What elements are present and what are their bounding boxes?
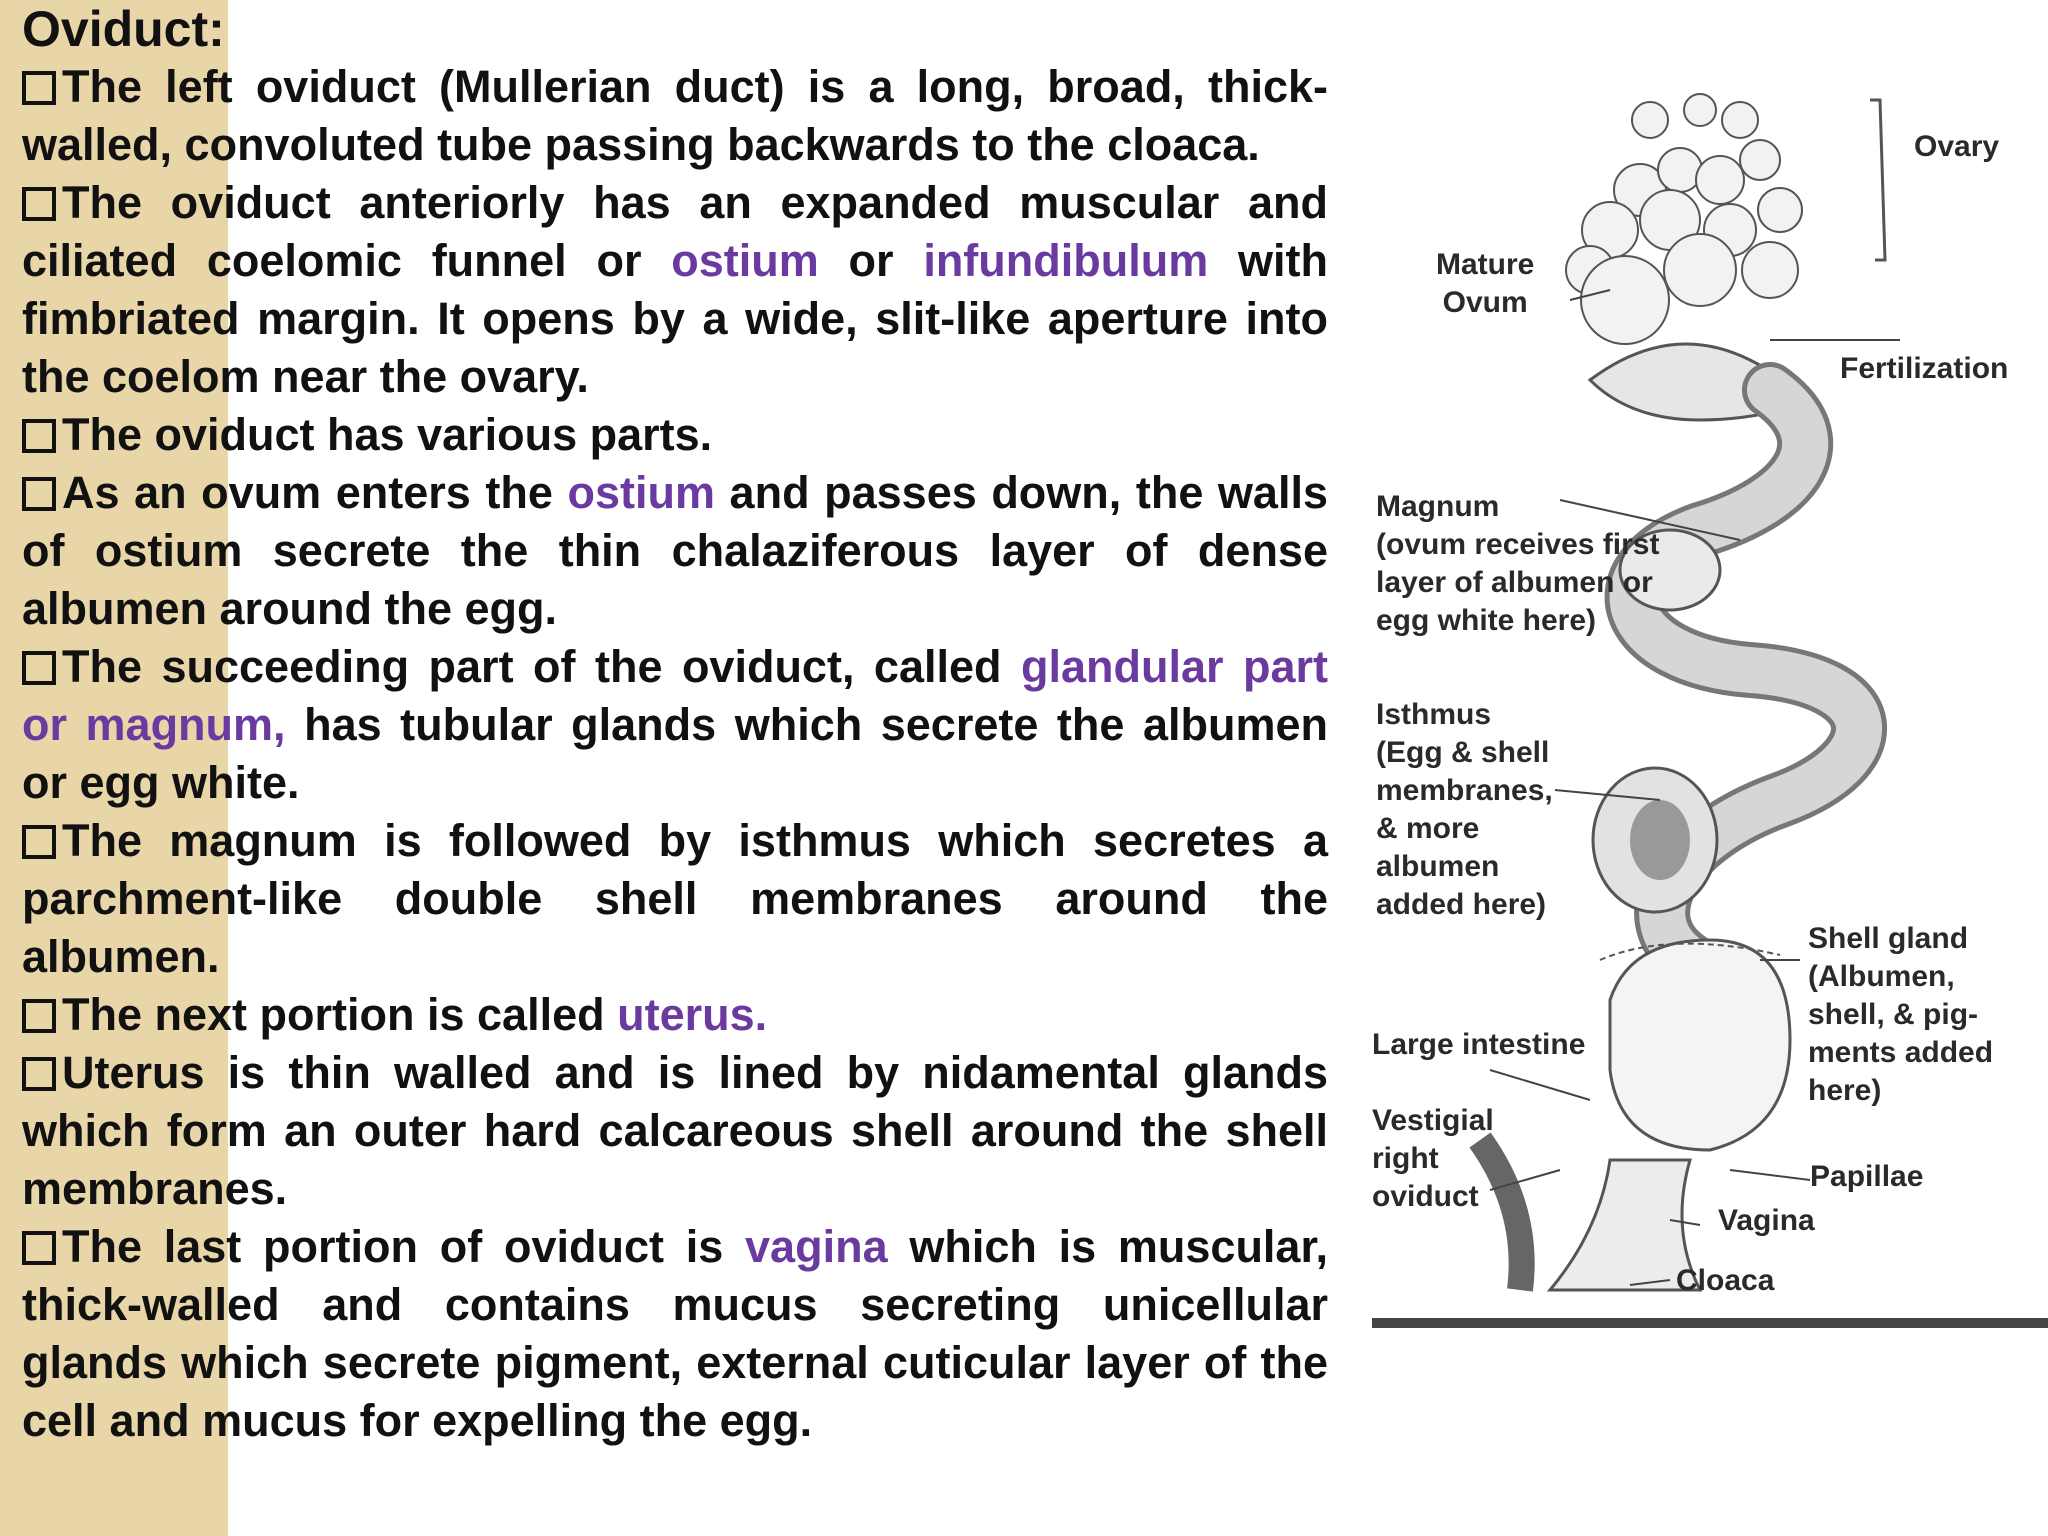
checkbox-bullet-icon	[22, 651, 56, 685]
label-vagina: Vagina	[1718, 1204, 1815, 1237]
checkbox-bullet-icon	[22, 1231, 56, 1265]
highlighted-term: uterus.	[617, 989, 768, 1040]
bullet-text: which is muscular, thick-walled and contains mucus secreting unicellular glands which secrete pigment, external cuticular layer of the cell and mucus for expelling the egg.	[22, 1221, 1328, 1446]
bullet-item	[22, 812, 1328, 986]
label-ovary: Ovary	[1914, 130, 2000, 163]
checkbox-bullet-icon	[22, 825, 56, 859]
highlighted-term: vagina	[745, 1221, 888, 1272]
bullet-item	[22, 464, 1328, 638]
label-shell-gland: Shell gland (Albumen, shell, & pig- ments added here)	[1808, 922, 1994, 1107]
bullet-item	[22, 986, 1328, 1044]
label-mature-ovum: Mature Ovum	[1436, 248, 1535, 319]
bullet-text: The oviduct has various parts.	[62, 409, 713, 460]
figure-base-rule	[1372, 1318, 2048, 1328]
bullet-item	[22, 174, 1328, 406]
slide-text	[22, 0, 1328, 1450]
slide-title: Oviduct:	[22, 1, 225, 57]
label-large-intestine: Large intestine	[1372, 1028, 1586, 1061]
checkbox-bullet-icon	[22, 71, 56, 105]
bullet-text: Uterus is thin walled and is lined by nidamental glands which form an outer hard calcareous shell around the shell membranes.	[22, 1047, 1328, 1214]
oviduct-diagram	[1370, 60, 2048, 1330]
checkbox-bullet-icon	[22, 999, 56, 1033]
label-papillae: Papillae	[1810, 1160, 1924, 1193]
highlighted-term: infundibulum	[923, 235, 1209, 286]
highlighted-term: glandular part or magnum,	[22, 641, 1328, 750]
label-cloaca: Cloaca	[1676, 1264, 1775, 1297]
bullet-list	[22, 58, 1328, 1450]
bullet-item	[22, 638, 1328, 812]
bullet-text: has tubular glands which secrete the albumen or egg white.	[22, 699, 1328, 808]
bullet-text: The last portion of oviduct is	[62, 1221, 746, 1272]
highlighted-term: ostium	[567, 467, 715, 518]
bullet-text: The magnum is followed by isthmus which secretes a parchment-like double shell membranes around the albumen.	[22, 815, 1328, 982]
bullet-item	[22, 58, 1328, 174]
label-vestigial-right-oviduct: Vestigial right oviduct	[1372, 1104, 1494, 1213]
checkbox-bullet-icon	[22, 477, 56, 511]
bullet-text: The next portion is called	[62, 989, 618, 1040]
bullet-text: and passes down, the walls of ostium secrete the thin chalaziferous layer of dense albumen around the egg.	[22, 467, 1328, 634]
highlighted-term: ostium	[671, 235, 819, 286]
bullet-text: The oviduct anteriorly has an expanded muscular and ciliated coelomic funnel or	[22, 177, 1328, 286]
label-fertilization: Fertilization	[1840, 352, 2009, 385]
label-isthmus: Isthmus (Egg & shell membranes, & more albumen added here)	[1376, 698, 1553, 921]
bullet-text: The succeeding part of the oviduct, called	[62, 641, 1021, 692]
bullet-text: with fimbriated margin. It opens by a wide, slit-like aperture into the coelom near the ovary.	[22, 235, 1328, 402]
bullet-item	[22, 1044, 1328, 1218]
checkbox-bullet-icon	[22, 1057, 56, 1091]
bullet-item	[22, 406, 1328, 464]
checkbox-bullet-icon	[22, 419, 56, 453]
bullet-text: The left oviduct (Mullerian duct) is a long, broad, thick-walled, convoluted tube passing backwards to the cloaca.	[22, 61, 1328, 170]
bullet-text: or	[818, 235, 924, 286]
bullet-text: As an ovum enters the	[62, 467, 568, 518]
label-magnum: Magnum (ovum receives first layer of albumen or egg white here)	[1376, 490, 1660, 637]
bullet-item	[22, 1218, 1328, 1450]
checkbox-bullet-icon	[22, 187, 56, 221]
